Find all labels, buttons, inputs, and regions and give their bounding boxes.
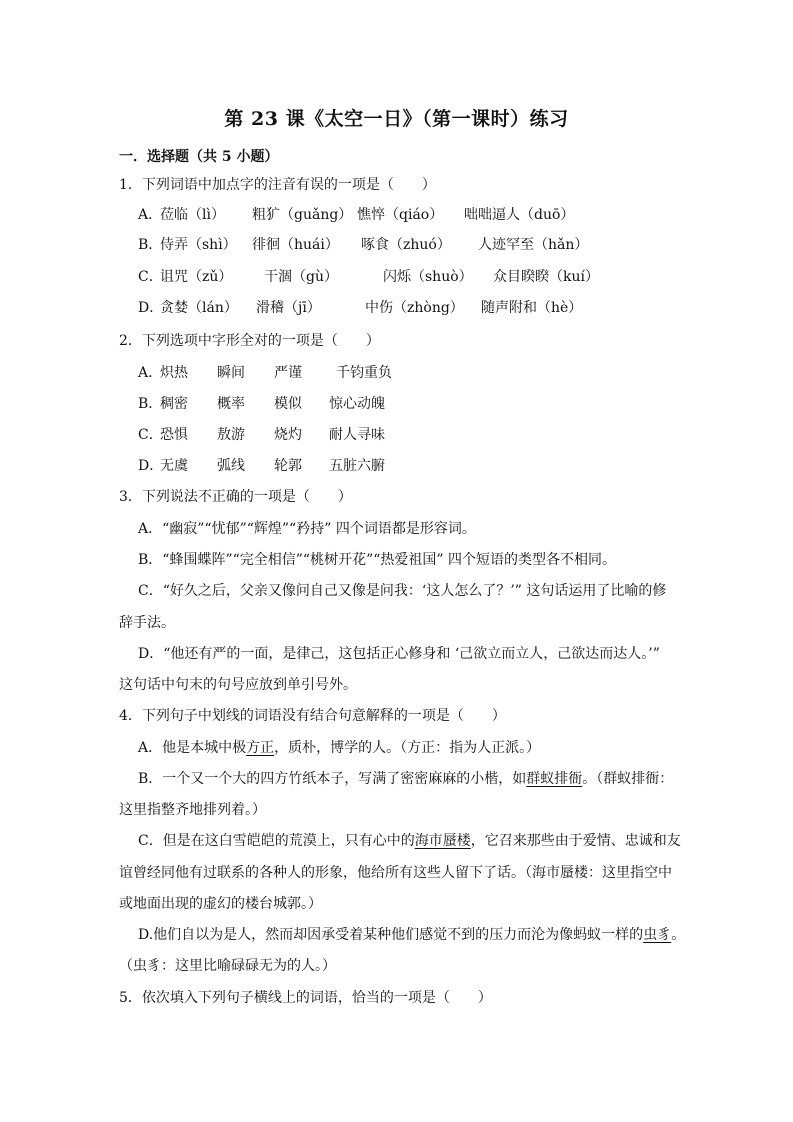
question-3-option-d: D．“他还有严的一面，是律己，这包括正心修身和 ‘己欲立而立人，己欲达而达人。’” [138, 646, 660, 662]
option-label: D． [138, 458, 164, 474]
question-3-option-b: B．“蜂围蝶阵”“完全相信”“桃树开花”“热爱祖国” 四个短语的类型各不相同。 [138, 552, 616, 568]
option-word: 粗犷（guǎng） [252, 207, 353, 223]
option-label: C． [138, 427, 163, 443]
question-4-stem: 4．下列句子中划线的词语没有结合句意解释的一项是（ ） [119, 708, 506, 724]
option-word: 烧灼 [274, 427, 302, 443]
option-text: 。（群蚁排衙： [582, 771, 674, 787]
question-3-option-d-continued: 这句话中句末的句号应放到单引号外。 [119, 677, 357, 693]
option-word: 人迹罕至（hǎn） [478, 237, 589, 253]
question-4-option-b-continued: 这里指整齐地排列着。） [119, 802, 266, 818]
question-4-option-a [138, 739, 540, 757]
option-word: 贪婪（lán） [160, 300, 238, 316]
option-word: 徘徊（huái） [252, 237, 339, 253]
question-4-option-b [138, 770, 673, 788]
option-text: B．一个又一个大的四方竹纸本子，写满了密密麻麻的小楷，如 [138, 771, 527, 787]
option-label: B． [138, 237, 163, 253]
option-text: A．他是本城中极 [138, 740, 247, 756]
option-label: A． [138, 365, 163, 381]
option-word: 无虞 [160, 458, 188, 474]
option-word: 恐惧 [160, 427, 188, 443]
option-word: 众目睽睽（kuí） [493, 269, 599, 285]
option-word: 千钧重负 [336, 365, 392, 381]
option-word: 随声附和（hè） [481, 300, 583, 316]
option-word: 模似 [274, 396, 302, 412]
option-word: 惊心动魄 [329, 396, 385, 412]
option-word: 中伤（zhòng） [365, 300, 464, 316]
underlined-term: 虫豸 [643, 927, 672, 943]
option-label: A． [138, 207, 163, 223]
option-text: ，它召来那些由于爱情、忠诚和友 [470, 833, 681, 849]
option-word: 干涸（gù） [264, 269, 338, 285]
option-word: 瞬间 [217, 365, 245, 381]
question-3-stem: 3．下列说法不正确的一项是（ ） [119, 489, 352, 505]
question-3-option-c-continued: 辞手法。 [119, 615, 175, 631]
option-label: D． [138, 300, 164, 316]
question-4-option-d-continued: （虫豸：这里比喻碌碌无为的人。） [119, 958, 336, 974]
option-word: 轮郭 [274, 458, 302, 474]
question-1-stem: 1．下列词语中加点字的注音有误的一项是（ ） [119, 177, 436, 193]
section-heading: 一．选择题（共 5 小题） [119, 149, 279, 165]
page-title: 第 23 课《太空一日》（第一课时）练习 [224, 108, 569, 130]
option-word: 严谨 [274, 365, 302, 381]
underlined-term: 海市蜃楼 [414, 833, 471, 849]
option-word: 耐人寻味 [329, 427, 385, 443]
question-2-stem: 2．下列选项中字形全对的一项是（ ） [119, 333, 380, 349]
option-word: 莅临（lì） [160, 207, 225, 223]
option-word: 闪烁（shuò） [383, 269, 473, 285]
option-label: C． [138, 269, 163, 285]
option-text: D.他们自以为是人，然而却因承受着某种他们感觉不到的压力而沦为像蚂蚁一样的 [138, 927, 644, 943]
option-word: 炽热 [160, 365, 188, 381]
question-4-option-c-continued: 谊曾经同他有过联系的各种人的形象，他给所有这些人留下了话。（海市蜃楼：这里指空中 [119, 865, 672, 881]
question-4-option-c [138, 832, 681, 850]
question-4-option-d [138, 926, 685, 944]
option-word: 憔悴（qiáo） [357, 207, 444, 223]
option-text: 。 [671, 927, 686, 943]
option-word: 滑稽（jī） [256, 300, 321, 316]
option-word: 侍弄（shì） [160, 237, 237, 253]
option-word: 诅咒（zǔ） [160, 269, 233, 285]
option-word: 弧线 [217, 458, 245, 474]
question-4-option-c-continued-2: 或地面出现的虚幻的楼台城郭。） [119, 896, 322, 912]
option-word: 概率 [217, 396, 245, 412]
option-word: 啄食（zhuó） [361, 237, 451, 253]
option-word: 敖游 [217, 427, 245, 443]
option-word: 咄咄逼人（duō） [464, 207, 575, 223]
option-word: 五脏六腑 [329, 458, 385, 474]
option-word: 稠密 [160, 396, 188, 412]
question-5-stem: 5．依次填入下列句子横线上的词语，恰当的一项是（ ） [119, 990, 492, 1006]
question-3-option-c: C．“好久之后，父亲又像问自己又像是问我：‘这人怎么了？’” 这句话运用了比喻的修 [138, 583, 667, 599]
question-3-option-a: A．“幽寂”“忧郁”“辉煌”“矜持” 四个词语都是形容词。 [138, 521, 476, 537]
underlined-term: 方正 [246, 740, 275, 756]
option-label: B． [138, 396, 163, 412]
option-text: ，质朴，博学的人。（方正：指为人正派。） [274, 740, 541, 756]
underlined-term: 群蚁排衙 [526, 771, 583, 787]
option-text: C．但是在这白雪皑皑的荒漠上，只有心中的 [138, 833, 415, 849]
